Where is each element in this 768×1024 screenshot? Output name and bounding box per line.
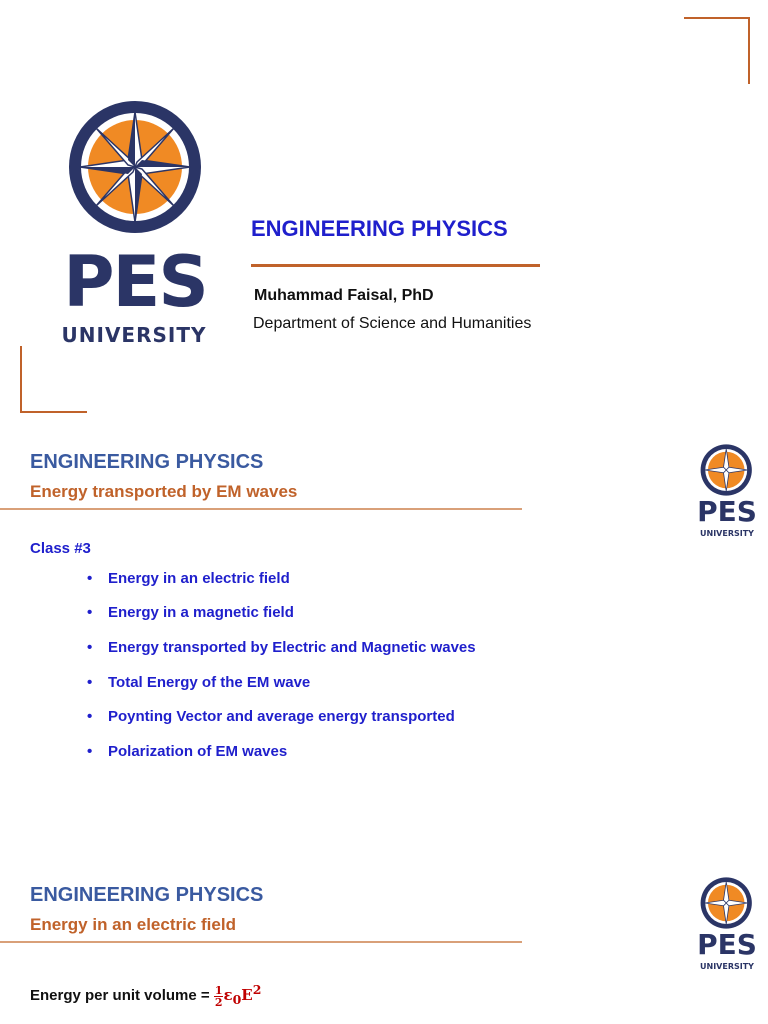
bullet-icon: • [87, 639, 93, 656]
fraction: $\frac{1}{2}$ [214, 983, 223, 1009]
class-label: Class #3 [30, 540, 91, 557]
corner-bracket-top-right-vertical [748, 17, 750, 84]
slide-subtitle: Energy transported by EM waves [30, 482, 298, 501]
logo-university-label: UNIVERSITY [700, 962, 754, 971]
list-item: • Total Energy of the EM wave [87, 674, 311, 691]
corner-bracket-bottom-left [20, 411, 87, 413]
slide-divider [0, 508, 522, 510]
logo-university-label: UNIVERSITY [61, 323, 207, 347]
department-name: Department of Science and Humanities [253, 315, 532, 332]
title-divider [251, 264, 540, 267]
pes-university-logo [52, 92, 222, 352]
logo-wordmark: PES [697, 928, 757, 961]
list-item: • Energy in a magnetic field [87, 604, 294, 621]
compass-rose-icon [694, 437, 760, 503]
logo-wordmark: PES [63, 241, 207, 323]
pes-university-logo-small [694, 870, 760, 980]
equation-label: Energy per unit volume = [30, 987, 210, 1004]
author-name: Muhammad Faisal, PhD [254, 287, 434, 304]
slide-title: ENGINEERING PHYSICS [30, 451, 264, 473]
bullet-icon: • [87, 743, 93, 760]
pes-university-logo-small [694, 437, 760, 547]
slide-divider [0, 941, 522, 943]
list-item: • Poynting Vector and average energy transported [87, 708, 455, 725]
slide-subtitle: Energy in an electric field [30, 915, 236, 934]
corner-bracket-top-right [684, 17, 750, 19]
equation-formula: $\frac{1}{2}$ $\varepsilon_0E^2$ [214, 982, 262, 1009]
logo-wordmark: PES [697, 495, 757, 528]
list-item: • Energy transported by Electric and Magnetic waves [87, 639, 476, 656]
corner-bracket-bottom-left-vertical [20, 346, 22, 413]
logo-university-label: UNIVERSITY [700, 529, 754, 538]
bullet-icon: • [87, 570, 93, 587]
compass-rose-icon [694, 870, 760, 936]
list-item: • Energy in an electric field [87, 570, 290, 587]
course-title: ENGINEERING PHYSICS [251, 216, 508, 241]
list-item: • Polarization of EM waves [87, 743, 288, 760]
compass-rose-icon [52, 92, 222, 242]
slide-title: ENGINEERING PHYSICS [30, 884, 264, 906]
bullet-icon: • [87, 674, 93, 691]
bullet-icon: • [87, 604, 93, 621]
energy-equation [30, 982, 261, 1008]
bullet-icon: • [87, 708, 93, 725]
